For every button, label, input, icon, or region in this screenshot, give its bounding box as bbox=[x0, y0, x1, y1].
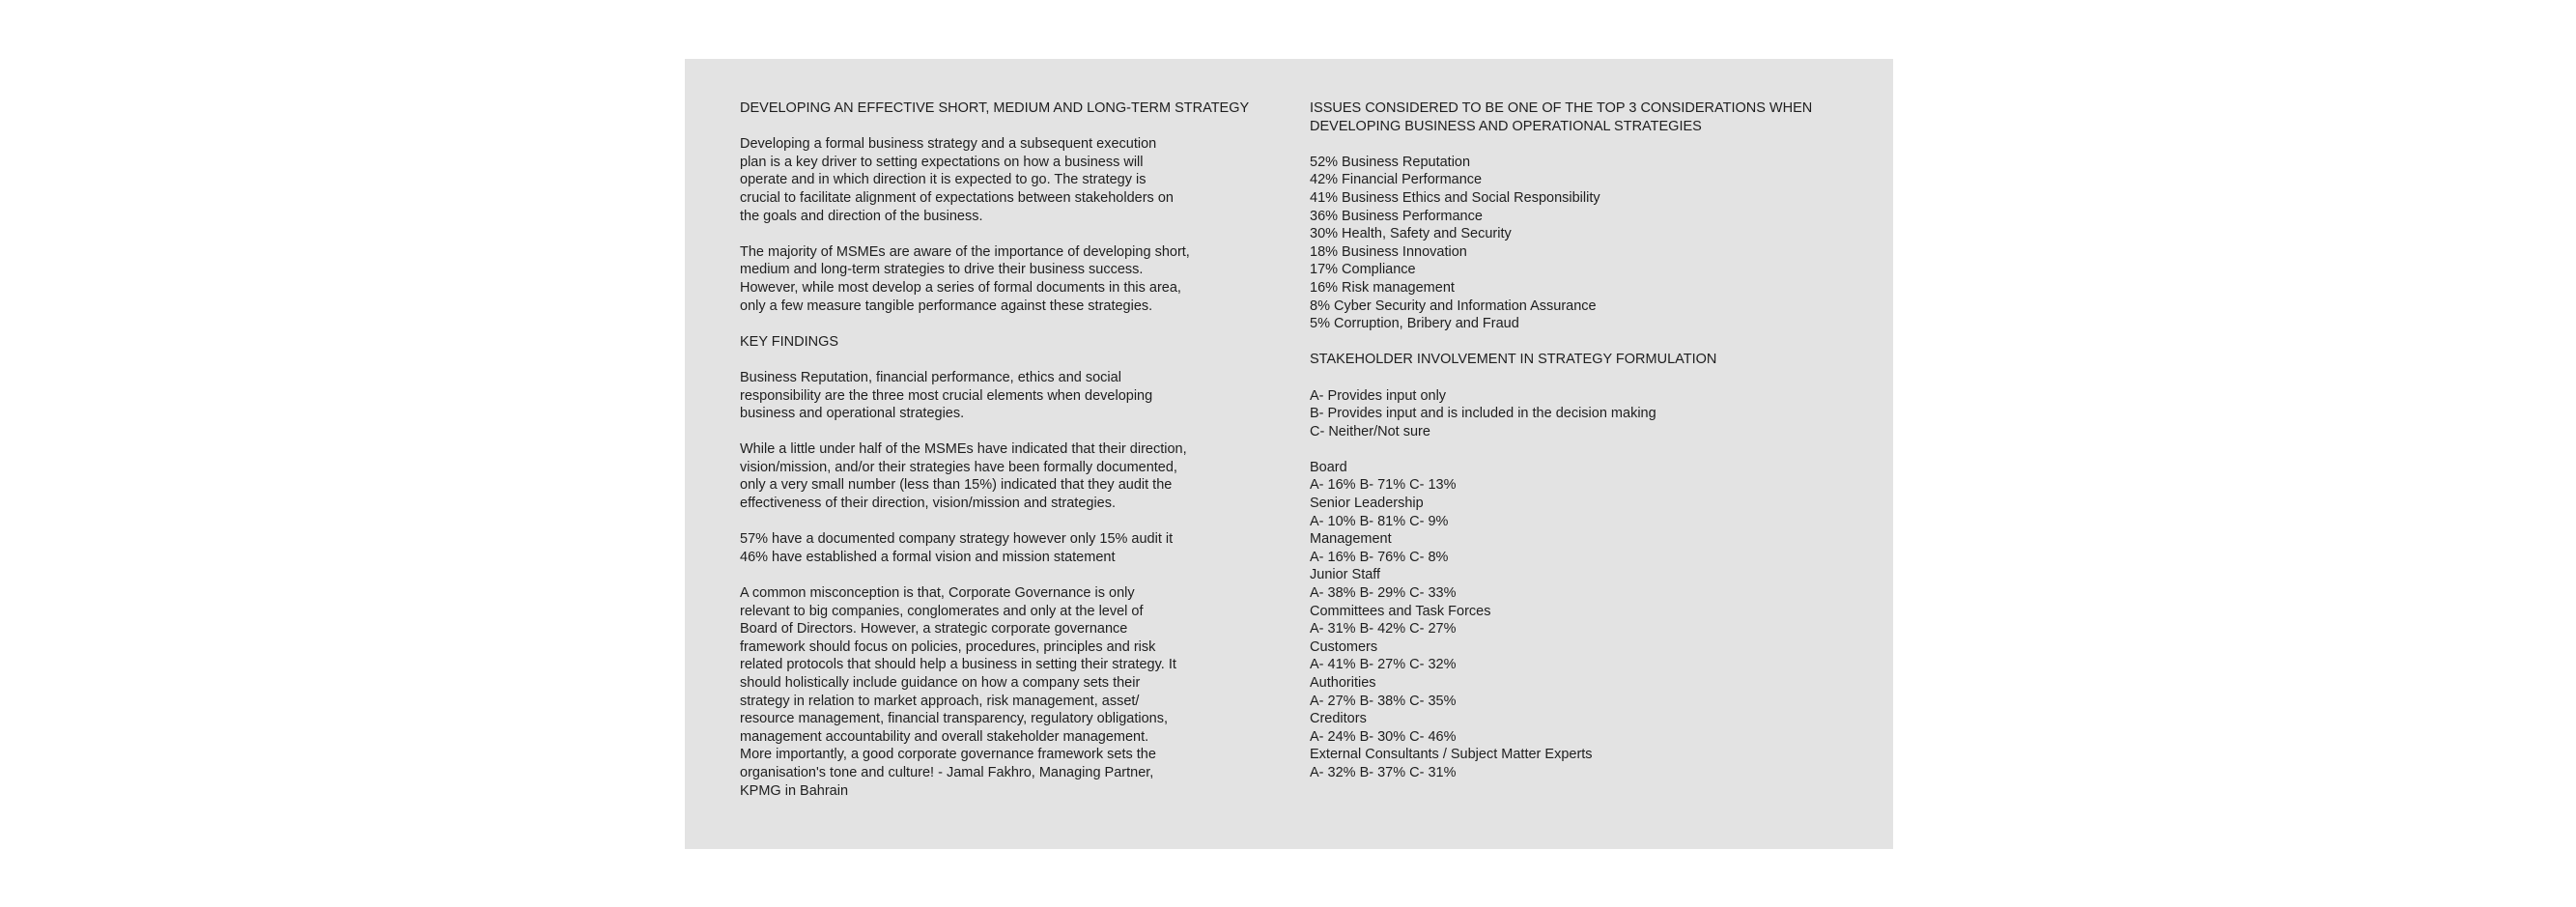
text-line: framework should focus on policies, procedures, principles and risk bbox=[740, 638, 1156, 655]
stakeholder-heading: STAKEHOLDER INVOLVEMENT IN STRATEGY FORMULATION bbox=[1310, 352, 1717, 368]
key-findings-heading: KEY FINDINGS bbox=[740, 333, 839, 350]
text-line: The majority of MSMEs are aware of the importance of developing short, bbox=[740, 243, 1190, 260]
text-line: KPMG in Bahrain bbox=[740, 782, 849, 799]
stakeholder-name: Authorities bbox=[1310, 675, 1376, 691]
text-line: Developing a formal business strategy and a subsequent execution bbox=[740, 136, 1157, 153]
text-line: More importantly, a good corporate governance framework sets the bbox=[740, 747, 1156, 763]
stakeholder-name: Management bbox=[1310, 531, 1392, 548]
governance-quote bbox=[740, 584, 1269, 800]
text-line: operate and in which direction it is expected to go. The strategy is bbox=[740, 172, 1146, 188]
text-line: effectiveness of their direction, vision/mission and strategies. bbox=[740, 496, 1117, 512]
text-line: Business Reputation, financial performance, ethics and social bbox=[740, 369, 1121, 385]
stakeholder-values: A- 27% B- 38% C- 35% bbox=[1310, 693, 1457, 709]
text-line: strategy in relation to market approach, risk management, asset/ bbox=[740, 693, 1140, 709]
text-line: However, while most develop a series of formal documents in this area, bbox=[740, 279, 1181, 296]
list-item: 17% Compliance bbox=[1310, 262, 1416, 278]
stakeholder-values: A- 24% B- 30% C- 46% bbox=[1310, 728, 1457, 745]
list-item: 30% Health, Safety and Security bbox=[1310, 226, 1512, 242]
text-line: A common misconception is that, Corporate Governance is only bbox=[740, 585, 1135, 602]
text-line: 57% have a documented company strategy however only 15% audit it bbox=[740, 531, 1174, 548]
list-item: 5% Corruption, Bribery and Fraud bbox=[1310, 316, 1519, 332]
text-line: ISSUES CONSIDERED TO BE ONE OF THE TOP 3 CONSIDERATIONS WHEN bbox=[1310, 100, 1813, 116]
legend-item: B- Provides input and is included in the decision making bbox=[1310, 406, 1656, 422]
text-line: only a few measure tangible performance against these strategies. bbox=[740, 298, 1153, 314]
text-line: resource management, financial transparency, regulatory obligations, bbox=[740, 711, 1169, 727]
intro-paragraph bbox=[740, 135, 1269, 225]
text-line: crucial to facilitate alignment of expectations between stakeholders on bbox=[740, 189, 1174, 206]
stakeholder-name: External Consultants / Subject Matter Experts bbox=[1310, 747, 1593, 763]
list-item: 41% Business Ethics and Social Responsibility bbox=[1310, 189, 1600, 206]
text-line: should holistically include guidance on how a company sets their bbox=[740, 675, 1141, 691]
text-line: DEVELOPING BUSINESS AND OPERATIONAL STRATEGIES bbox=[1310, 118, 1702, 134]
report-page bbox=[685, 59, 1893, 849]
stakeholder-values: A- 41% B- 27% C- 32% bbox=[1310, 657, 1457, 673]
issues-heading bbox=[1310, 99, 1851, 135]
text-line: relevant to big companies, conglomerates and only at the level of bbox=[740, 603, 1144, 619]
left-column bbox=[740, 99, 1269, 800]
text-line: 46% have established a formal vision and mission statement bbox=[740, 549, 1116, 565]
text-line: the goals and direction of the business. bbox=[740, 208, 983, 224]
text-line: While a little under half of the MSMEs have indicated that their direction, bbox=[740, 441, 1187, 458]
stakeholder-name: Board bbox=[1310, 459, 1347, 475]
text-line: vision/mission, and/or their strategies have been formally documented, bbox=[740, 459, 1177, 475]
stakeholder-values: A- 16% B- 76% C- 8% bbox=[1310, 549, 1449, 565]
stakeholder-name: Senior Leadership bbox=[1310, 496, 1424, 512]
list-item: 52% Business Reputation bbox=[1310, 154, 1471, 170]
stakeholder-values: A- 16% B- 71% C- 13% bbox=[1310, 477, 1457, 494]
text-line: Board of Directors. However, a strategic corporate governance bbox=[740, 621, 1128, 638]
text-line: management accountability and overall stakeholder management. bbox=[740, 728, 1149, 745]
stakeholder-name: Customers bbox=[1310, 638, 1378, 655]
stakeholder-values: A- 38% B- 29% C- 33% bbox=[1310, 585, 1457, 602]
finding-crucial-elements bbox=[740, 369, 1269, 423]
text-line: only a very small number (less than 15%) indicated that they audit the bbox=[740, 477, 1173, 494]
finding-statistics bbox=[740, 530, 1269, 566]
stakeholder-values: A- 10% B- 81% C- 9% bbox=[1310, 513, 1449, 529]
strategy-heading: DEVELOPING AN EFFECTIVE SHORT, MEDIUM AND LONG-TERM STRATEGY bbox=[740, 100, 1250, 116]
stakeholder-name: Junior Staff bbox=[1310, 567, 1381, 583]
list-item: 42% Financial Performance bbox=[1310, 172, 1483, 188]
list-item: 18% Business Innovation bbox=[1310, 243, 1467, 260]
stakeholder-legend bbox=[1310, 387, 1851, 441]
stakeholder-values: A- 31% B- 42% C- 27% bbox=[1310, 621, 1457, 638]
text-line: medium and long-term strategies to drive their business success. bbox=[740, 262, 1144, 278]
list-item: 16% Risk management bbox=[1310, 279, 1455, 296]
text-line: business and operational strategies. bbox=[740, 406, 965, 422]
issues-list bbox=[1310, 154, 1851, 333]
legend-item: C- Neither/Not sure bbox=[1310, 423, 1430, 439]
text-line: organisation's tone and culture! - Jamal Fakhro, Managing Partner, bbox=[740, 764, 1154, 780]
stakeholder-values: A- 32% B- 37% C- 31% bbox=[1310, 764, 1457, 780]
text-line: related protocols that should help a business in setting their strategy. It bbox=[740, 657, 1176, 673]
finding-documentation bbox=[740, 440, 1269, 512]
stakeholder-name: Creditors bbox=[1310, 711, 1367, 727]
stakeholder-name: Committees and Task Forces bbox=[1310, 603, 1491, 619]
list-item: 36% Business Performance bbox=[1310, 208, 1483, 224]
text-line: plan is a key driver to setting expectations on how a business will bbox=[740, 154, 1144, 170]
list-item: 8% Cyber Security and Information Assurance bbox=[1310, 298, 1597, 314]
right-column bbox=[1310, 99, 1851, 782]
msme-awareness-paragraph bbox=[740, 243, 1269, 315]
text-line: responsibility are the three most crucial elements when developing bbox=[740, 387, 1153, 404]
stakeholder-list bbox=[1310, 459, 1851, 782]
legend-item: A- Provides input only bbox=[1310, 387, 1447, 404]
